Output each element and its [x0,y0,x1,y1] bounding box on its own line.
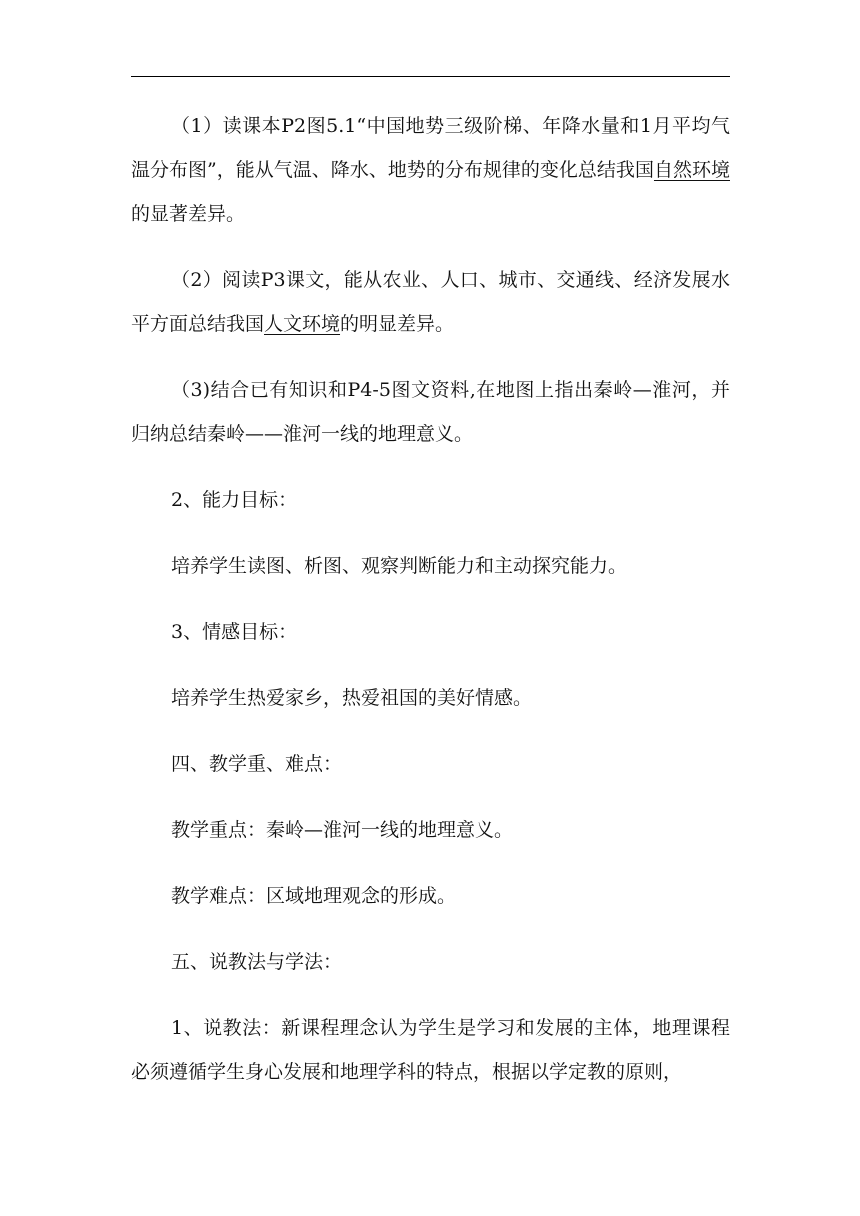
heading-text: 五、说教法与学法： [171,951,343,973]
heading-teaching-methods [131,940,730,984]
paragraph-text: 教学难点：区域地理观念的形成。 [171,885,457,907]
paragraph-teaching-method [131,1006,730,1094]
paragraph-text: 培养学生读图、析图、观察判断能力和主动探究能力。 [171,555,628,577]
paragraph-text: 的显著差异。 [131,203,246,225]
paragraph-text: （1）读课本P2图5.1“中国地势三级阶梯、年降水量和1月平均气温分布图”，能从气温、降水、地势的分布规律的变化总结我国 [131,115,730,181]
paragraph-difficult-point [131,874,730,918]
heading-key-difficult-points [131,742,730,786]
heading-text: 3、情感目标： [171,621,298,643]
paragraph-ability-goal [131,544,730,588]
paragraph-emotion-goal [131,676,730,720]
paragraph-text: （3)结合已有知识和P4-5图文资料,在地图上指出秦岭—淮河，并归纳总结秦岭——淮河一线的地理意义。 [131,379,730,445]
heading-ability-goal [131,478,730,522]
underlined-natural-environment: 自然环境 [653,159,730,181]
paragraph-qinling-huaihe [131,368,730,456]
paragraph-reading-textbook-figure [131,104,730,236]
paragraph-text: （2）阅读P3课文，能从农业、人口、城市、交通线、经济发展水平方面总结我国 [131,269,730,335]
paragraph-text: 的明显差异。 [340,313,455,335]
heading-text: 2、能力目标： [171,489,298,511]
underlined-human-environment: 人文环境 [264,313,341,335]
heading-text: 四、教学重、难点： [171,753,343,775]
header-rule [131,76,730,77]
paragraph-text: 教学重点：秦岭—淮河一线的地理意义。 [171,819,514,841]
paragraph-text: 培养学生热爱家乡，热爱祖国的美好情感。 [171,687,533,709]
paragraph-text: 1、说教法：新课程理念认为学生是学习和发展的主体，地理课程必须遵循学生身心发展和地理学科的特点，根据以学定教的原则， [131,1017,730,1083]
document-body [131,104,730,1094]
paragraph-reading-p3 [131,258,730,346]
paragraph-key-point [131,808,730,852]
heading-emotion-goal [131,610,730,654]
